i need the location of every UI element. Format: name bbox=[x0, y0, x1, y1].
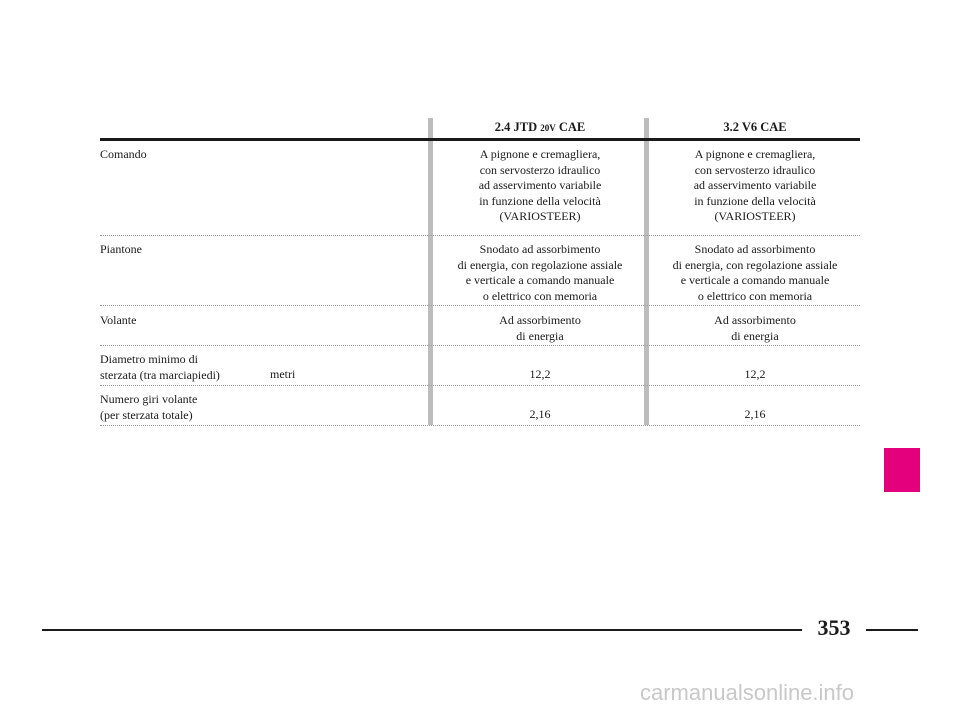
cell-volante-3-2-v6: Ad assorbimento di energia bbox=[714, 313, 796, 343]
row-label-diametro-sterzata: Diametro minimo di sterzata (tra marciapiedi) bbox=[100, 352, 220, 382]
cell-diametro-2-4-jtd: 12,2 bbox=[529, 367, 551, 381]
cell-piantone-2-4-jtd: Snodato ad assorbimento di energia, con regolazione assiale e verticale a comando manuale o elettrico con memoria bbox=[457, 242, 623, 303]
row-label-numero-giri: Numero giri volante (per sterzata totale) bbox=[100, 392, 198, 422]
row-separator bbox=[100, 235, 860, 236]
column-header-2-4-jtd: 2.4 JTD 20V CAE bbox=[494, 120, 586, 134]
column-header-3-2-v6: 3.2 V6 CAE bbox=[723, 120, 787, 134]
header-rule bbox=[100, 138, 860, 141]
row-unit-metri: metri bbox=[270, 367, 296, 381]
cell-giri-3-2-v6: 2,16 bbox=[744, 407, 766, 421]
cell-comando-2-4-jtd: A pignone e cremagliera, con servosterzo idraulico ad asservimento variabile in funzione della velocità (VARIOSTEER) bbox=[478, 147, 602, 223]
row-separator bbox=[100, 345, 860, 346]
footer-rule-left bbox=[42, 629, 802, 631]
cell-volante-2-4-jtd: Ad assorbimento di energia bbox=[499, 313, 581, 343]
column-divider-left bbox=[428, 118, 433, 425]
row-label-comando: Comando bbox=[100, 147, 147, 161]
cell-giri-2-4-jtd: 2,16 bbox=[529, 407, 551, 421]
row-separator bbox=[100, 425, 860, 426]
row-label-volante: Volante bbox=[100, 313, 137, 327]
watermark: carmanualsonline.info bbox=[640, 680, 855, 705]
page-number: 353 bbox=[817, 615, 851, 640]
cell-comando-3-2-v6: A pignone e cremagliera, con servosterzo idraulico ad asservimento variabile in funzione della velocità (VARIOSTEER) bbox=[693, 147, 817, 223]
row-separator bbox=[100, 385, 860, 386]
section-tab-marker bbox=[884, 448, 920, 492]
cell-diametro-3-2-v6: 12,2 bbox=[744, 367, 766, 381]
footer-rule-right bbox=[866, 629, 918, 631]
row-separator bbox=[100, 305, 860, 306]
cell-piantone-3-2-v6: Snodato ad assorbimento di energia, con regolazione assiale e verticale a comando manuale o elettrico con memoria bbox=[672, 242, 838, 303]
row-label-piantone: Piantone bbox=[100, 242, 142, 256]
